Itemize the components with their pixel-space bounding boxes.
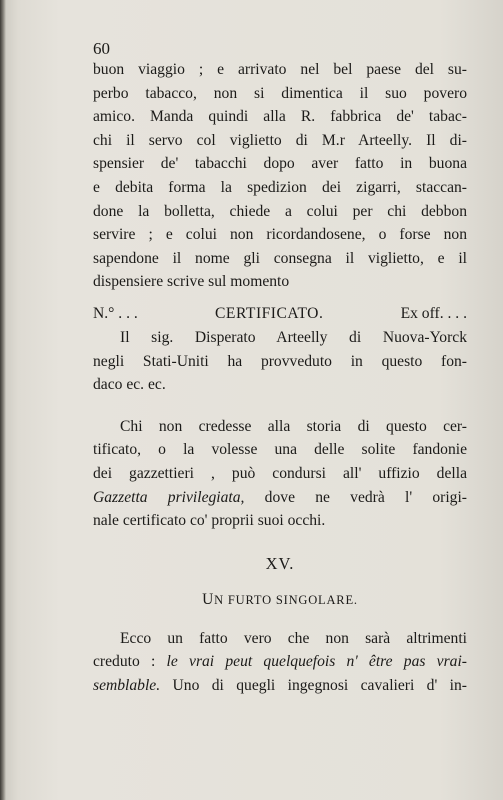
text-line: dei gazzettieri , può condursi all' uffizio della <box>93 464 467 482</box>
page-number: 60 <box>93 39 110 58</box>
text-line: Gazzetta privilegiata, dove ne vedrà l' origi- <box>93 488 467 506</box>
text-line: nale certificato co' proprii suoi occhi. <box>93 512 326 530</box>
text-line: buon viaggio ; e arrivato nel bel paese del su- <box>93 61 467 78</box>
text-line: tificato, o la volesse una delle solite fandonie <box>93 441 467 459</box>
certificate-number: N.° . . . <box>93 304 138 322</box>
text-line: daco ec. ec. <box>93 376 166 394</box>
section-title: UN FURTO SINGOLARE. <box>202 590 358 608</box>
text-line: Ecco un fatto vero che non sarà altrimenti <box>120 629 467 647</box>
paragraph-2 <box>93 326 467 397</box>
text-line: e debita forma la spedizion dei zigarri, staccan- <box>93 178 467 196</box>
text-line: negli Stati-Uniti ha provveduto in questo fon- <box>93 352 467 370</box>
italic-quote: le vrai peut quelquefois n' être pas vrai- <box>166 653 467 671</box>
text-line: Chi non credesse alla storia di questo cer- <box>120 417 467 435</box>
text-line: dispensiere scrive sul momento <box>93 273 290 291</box>
certificate-title: CERTIFICATO. <box>215 304 324 322</box>
text-line: semblable. Uno di quegli ingegnosi cavalieri d' in- <box>93 676 467 694</box>
text-line: amico. Manda quindi alla R. fabbrica de' tabac- <box>93 108 467 126</box>
paragraph-4 <box>93 627 467 698</box>
text-line: perbo tabacco, non si dimentica il suo povero <box>93 84 467 102</box>
certificate-ex-off: Ex off. . . . <box>400 304 467 322</box>
certificate-heading <box>93 302 467 326</box>
text-line: spensier de' tabacchi dopo aver fatto in buona <box>93 155 467 173</box>
italic-quote-end: semblable. <box>93 676 161 694</box>
text-line: creduto : le vrai peut quelquefois n' être pas vrai- <box>93 653 467 671</box>
text-line: servire ; e colui non ricordandosene, o forse non <box>93 226 467 244</box>
paragraph-1 <box>93 58 467 294</box>
page-text-block <box>93 38 467 697</box>
text-line: Il sig. Disperato Arteelly di Nuova-Yorck <box>120 328 467 346</box>
section-number: XV. <box>265 553 295 573</box>
text-line: chi il servo col viglietto di M.r Arteelly. Il di- <box>93 131 467 149</box>
paragraph-3 <box>93 415 467 533</box>
text-line: done la bolletta, chiede a colui per chi debbon <box>93 202 467 220</box>
text-line: sapendone il nome gli consegna il viglietto, e il <box>93 249 467 267</box>
italic-publication-name: Gazzetta privilegiata, <box>93 488 245 506</box>
page-binding-shadow <box>0 0 6 800</box>
